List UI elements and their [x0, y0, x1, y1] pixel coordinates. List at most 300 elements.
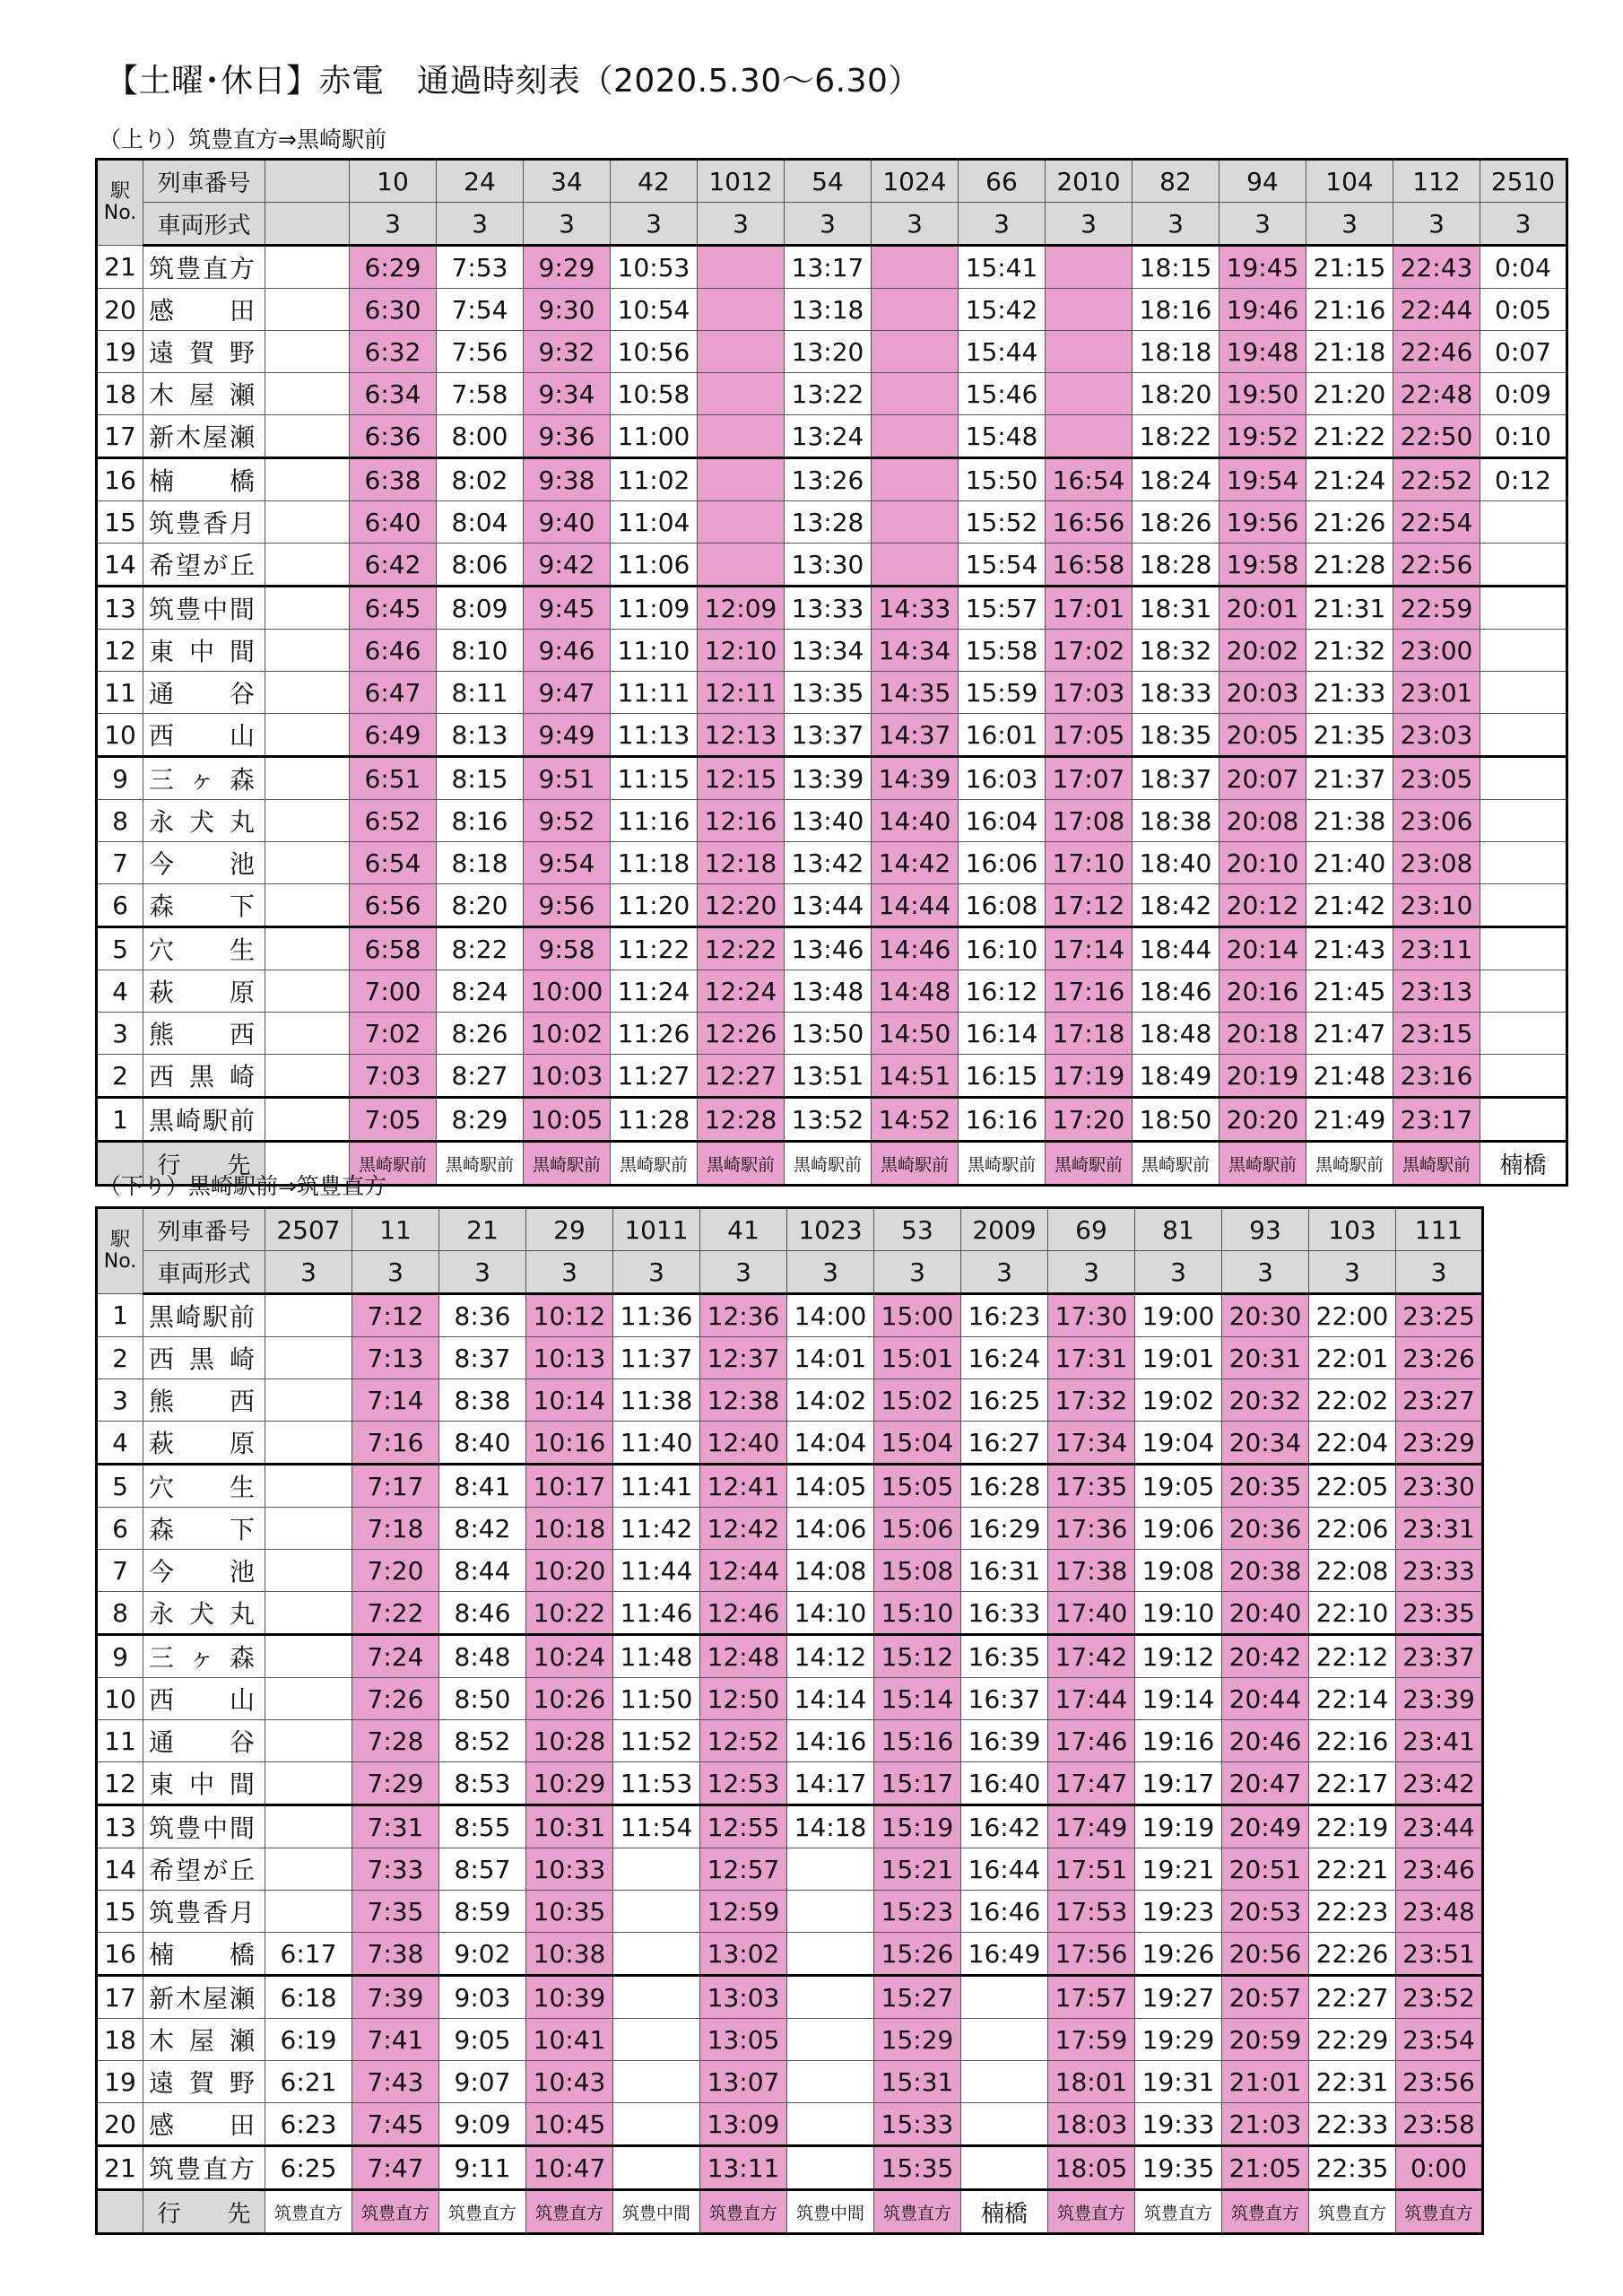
time-cell: 15:50 [959, 458, 1046, 501]
time-cell: 19:05 [1135, 1465, 1222, 1508]
time-cell [1480, 714, 1567, 757]
time-cell: 17:16 [1046, 970, 1133, 1013]
time-cell: 10:35 [526, 1891, 613, 1933]
station-no: 12 [97, 1762, 143, 1805]
time-cell [961, 2019, 1048, 2061]
time-cell: 19:01 [1135, 1337, 1222, 1379]
station-name [143, 1678, 265, 1720]
time-cell: 10:43 [526, 2061, 613, 2103]
time-cell [265, 501, 350, 544]
time-cell: 6:49 [350, 714, 437, 757]
time-cell: 12:27 [698, 1055, 785, 1098]
station-name [143, 672, 265, 714]
time-cell: 15:58 [959, 630, 1046, 672]
time-cell [1480, 587, 1567, 630]
station-name [143, 1055, 265, 1098]
time-cell: 18:38 [1133, 800, 1219, 842]
station-name [143, 970, 265, 1013]
time-cell: 8:38 [439, 1379, 526, 1422]
station-name-text: 西 黒 崎 [149, 1062, 255, 1091]
time-cell [265, 1465, 352, 1508]
time-cell: 10:26 [526, 1678, 613, 1720]
time-cell: 6:45 [350, 587, 437, 630]
time-cell: 20:10 [1219, 842, 1306, 884]
time-cell: 8:44 [439, 1550, 526, 1592]
time-cell: 17:05 [1046, 714, 1133, 757]
time-cell: 23:03 [1393, 714, 1480, 757]
station-no: 20 [97, 2103, 143, 2146]
time-cell: 9:05 [439, 2019, 526, 2061]
car-type: 3 [526, 1251, 613, 1294]
time-cell: 18:28 [1133, 544, 1219, 587]
time-cell: 14:18 [787, 1805, 874, 1848]
time-cell: 19:17 [1135, 1762, 1222, 1805]
time-cell: 12:59 [700, 1891, 787, 1933]
time-cell: 6:58 [350, 927, 437, 970]
station-no: 1 [97, 1294, 143, 1337]
station-row [97, 970, 1567, 1013]
time-cell: 20:08 [1219, 800, 1306, 842]
train-number: 1024 [872, 160, 959, 203]
timetable-down [95, 1206, 1484, 2235]
destination: 黒崎駅前 [1393, 1142, 1480, 1186]
time-cell: 9:47 [524, 672, 611, 714]
time-cell: 10:24 [526, 1635, 613, 1678]
time-cell: 23:05 [1393, 757, 1480, 800]
time-cell: 22:08 [1309, 1550, 1396, 1592]
header-row-car [97, 203, 1567, 246]
station-name [143, 2103, 265, 2146]
train-number: 1023 [787, 1208, 874, 1251]
time-cell: 17:31 [1048, 1337, 1135, 1379]
time-cell [265, 1337, 352, 1379]
time-cell: 9:38 [524, 458, 611, 501]
time-cell: 7:05 [350, 1098, 437, 1142]
time-cell: 21:37 [1306, 757, 1393, 800]
time-cell [1046, 331, 1133, 373]
time-cell: 16:03 [959, 757, 1046, 800]
time-cell: 22:43 [1393, 246, 1480, 289]
time-cell: 9:07 [439, 2061, 526, 2103]
time-cell: 11:42 [613, 1508, 700, 1550]
time-cell: 22:19 [1309, 1805, 1396, 1848]
time-cell: 20:46 [1222, 1720, 1309, 1762]
time-cell: 11:26 [611, 1013, 698, 1055]
time-cell: 13:11 [700, 2146, 787, 2190]
station-row [97, 587, 1567, 630]
station-name [143, 289, 265, 331]
station-row [97, 289, 1567, 331]
time-cell: 18:16 [1133, 289, 1219, 331]
time-cell: 23:56 [1396, 2061, 1483, 2103]
station-no: 20 [97, 289, 143, 331]
station-row [97, 800, 1567, 842]
time-cell: 22:04 [1309, 1422, 1396, 1465]
time-cell: 11:50 [613, 1678, 700, 1720]
car-type [265, 203, 350, 246]
station-row [97, 1465, 1483, 1508]
station-no: 11 [97, 1720, 143, 1762]
time-cell: 11:41 [613, 1465, 700, 1508]
station-no: 10 [97, 714, 143, 757]
station-name-text: 穴 生 [149, 1473, 255, 1502]
destination: 筑豊直方 [265, 2190, 352, 2234]
station-no: 7 [97, 1550, 143, 1592]
station-name-text: 森 下 [149, 891, 255, 921]
station-row [97, 714, 1567, 757]
time-cell: 17:18 [1046, 1013, 1133, 1055]
time-cell [613, 2146, 700, 2190]
time-cell: 7:45 [352, 2103, 439, 2146]
time-cell [1480, 630, 1567, 672]
car-type: 3 [785, 203, 872, 246]
time-cell: 6:52 [350, 800, 437, 842]
time-cell: 16:44 [961, 1848, 1048, 1891]
time-cell [265, 757, 350, 800]
station-name [143, 458, 265, 501]
time-cell: 11:48 [613, 1635, 700, 1678]
time-cell: 17:10 [1046, 842, 1133, 884]
time-cell: 8:27 [437, 1055, 524, 1098]
time-cell: 15:52 [959, 501, 1046, 544]
time-cell [265, 1294, 352, 1337]
time-cell: 17:14 [1046, 927, 1133, 970]
time-cell: 22:50 [1393, 415, 1480, 458]
station-row [97, 1508, 1483, 1550]
destination: 筑豊直方 [1396, 2190, 1483, 2234]
station-name-text: 東 中 間 [149, 1770, 255, 1799]
time-cell: 12:11 [698, 672, 785, 714]
station-row [97, 2061, 1483, 2103]
time-cell: 16:25 [961, 1379, 1048, 1422]
time-cell: 19:27 [1135, 1976, 1222, 2019]
train-number: 21 [439, 1208, 526, 1251]
time-cell [1480, 757, 1567, 800]
time-cell: 12:22 [698, 927, 785, 970]
station-name-text: 楠 橋 [149, 1940, 255, 1970]
car-type: 3 [1393, 203, 1480, 246]
train-number: 111 [1396, 1208, 1483, 1251]
time-cell: 16:08 [959, 884, 1046, 927]
station-name [143, 415, 265, 458]
train-number: 34 [524, 160, 611, 203]
time-cell: 16:28 [961, 1465, 1048, 1508]
station-name-text: 穴 生 [149, 935, 255, 965]
time-cell: 20:30 [1222, 1294, 1309, 1337]
time-cell: 23:42 [1396, 1762, 1483, 1805]
time-cell: 16:37 [961, 1678, 1048, 1720]
time-cell [1480, 800, 1567, 842]
time-cell [265, 587, 350, 630]
time-cell: 16:06 [959, 842, 1046, 884]
station-no: 3 [97, 1013, 143, 1055]
time-cell: 22:16 [1309, 1720, 1396, 1762]
time-cell [872, 289, 959, 331]
station-no: 7 [97, 842, 143, 884]
time-cell: 20:31 [1222, 1337, 1309, 1379]
station-name [143, 1550, 265, 1592]
time-cell [698, 331, 785, 373]
car-type: 3 [1048, 1251, 1135, 1294]
station-no: 19 [97, 331, 143, 373]
time-cell [265, 1055, 350, 1098]
station-name-text: 森 下 [149, 1515, 255, 1544]
station-row [97, 331, 1567, 373]
station-name [143, 1422, 265, 1465]
time-cell: 17:07 [1046, 757, 1133, 800]
time-cell [1046, 373, 1133, 415]
time-cell: 11:46 [613, 1592, 700, 1635]
car-type: 3 [1046, 203, 1133, 246]
time-cell: 18:24 [1133, 458, 1219, 501]
time-cell: 19:10 [1135, 1592, 1222, 1635]
time-cell: 8:02 [437, 458, 524, 501]
time-cell: 19:56 [1219, 501, 1306, 544]
time-cell: 18:20 [1133, 373, 1219, 415]
time-cell: 19:45 [1219, 246, 1306, 289]
time-cell: 14:39 [872, 757, 959, 800]
station-name-text: 筑 豊 香 月 [149, 1898, 255, 1927]
time-cell: 13:17 [785, 246, 872, 289]
station-name-text: 熊 西 [149, 1387, 255, 1416]
time-cell: 8:52 [439, 1720, 526, 1762]
time-cell: 14:02 [787, 1379, 874, 1422]
time-cell: 0:09 [1480, 373, 1567, 415]
time-cell: 16:12 [959, 970, 1046, 1013]
station-no: 21 [97, 246, 143, 289]
time-cell: 13:39 [785, 757, 872, 800]
time-cell: 12:18 [698, 842, 785, 884]
time-cell: 12:37 [700, 1337, 787, 1379]
time-cell: 10:28 [526, 1720, 613, 1762]
station-name [143, 842, 265, 884]
time-cell: 18:15 [1133, 246, 1219, 289]
time-cell: 20:12 [1219, 884, 1306, 927]
time-cell [1480, 884, 1567, 927]
time-cell: 22:10 [1309, 1592, 1396, 1635]
time-cell: 22:14 [1309, 1678, 1396, 1720]
time-cell: 10:56 [611, 331, 698, 373]
time-cell: 20:01 [1219, 587, 1306, 630]
time-cell: 15:05 [874, 1465, 961, 1508]
station-no: 8 [97, 1592, 143, 1635]
time-cell: 10:53 [611, 246, 698, 289]
time-cell: 22:52 [1393, 458, 1480, 501]
train-number: 41 [700, 1208, 787, 1251]
time-cell: 15:00 [874, 1294, 961, 1337]
time-cell: 23:44 [1396, 1805, 1483, 1848]
time-cell [613, 2061, 700, 2103]
time-cell: 10:31 [526, 1805, 613, 1848]
time-cell: 23:27 [1396, 1379, 1483, 1422]
time-cell: 11:04 [611, 501, 698, 544]
time-cell: 7:03 [350, 1055, 437, 1098]
page-title: 【土曜･休日】赤電 通過時刻表（2020.5.30～6.30） [106, 63, 921, 100]
time-cell: 23:33 [1396, 1550, 1483, 1592]
time-cell: 12:50 [700, 1678, 787, 1720]
time-cell: 17:01 [1046, 587, 1133, 630]
time-cell: 13:50 [785, 1013, 872, 1055]
time-cell: 6:47 [350, 672, 437, 714]
time-cell: 16:35 [961, 1635, 1048, 1678]
station-row [97, 757, 1567, 800]
time-cell: 15:12 [874, 1635, 961, 1678]
time-cell [265, 1848, 352, 1891]
time-cell: 18:31 [1133, 587, 1219, 630]
time-cell: 16:42 [961, 1805, 1048, 1848]
time-cell: 15:35 [874, 2146, 961, 2190]
time-cell: 7:28 [352, 1720, 439, 1762]
time-cell: 16:15 [959, 1055, 1046, 1098]
time-cell: 11:13 [611, 714, 698, 757]
time-cell: 17:20 [1046, 1098, 1133, 1142]
time-cell: 23:31 [1396, 1508, 1483, 1550]
time-cell: 17:59 [1048, 2019, 1135, 2061]
time-cell: 17:32 [1048, 1379, 1135, 1422]
time-cell: 15:42 [959, 289, 1046, 331]
time-cell: 9:42 [524, 544, 611, 587]
station-row [97, 2146, 1483, 2190]
time-cell: 20:20 [1219, 1098, 1306, 1142]
destination: 筑豊直方 [1222, 2190, 1309, 2234]
time-cell: 20:35 [1222, 1465, 1309, 1508]
station-name-text: 今 池 [149, 1557, 255, 1587]
time-cell: 11:24 [611, 970, 698, 1013]
station-no-header: 駅 No. [97, 1208, 143, 1294]
station-name [143, 2146, 265, 2190]
time-cell: 22:23 [1309, 1891, 1396, 1933]
time-cell: 6:54 [350, 842, 437, 884]
time-cell: 18:40 [1133, 842, 1219, 884]
time-cell: 7:58 [437, 373, 524, 415]
time-cell: 7:02 [350, 1013, 437, 1055]
time-cell [698, 501, 785, 544]
time-cell [698, 544, 785, 587]
time-cell: 13:28 [785, 501, 872, 544]
time-cell: 17:47 [1048, 1762, 1135, 1805]
time-cell: 20:53 [1222, 1891, 1309, 1933]
station-row [97, 544, 1567, 587]
time-cell [872, 544, 959, 587]
time-cell: 13:37 [785, 714, 872, 757]
time-cell: 14:37 [872, 714, 959, 757]
car-type: 3 [872, 203, 959, 246]
time-cell: 21:03 [1222, 2103, 1309, 2146]
station-name [143, 1508, 265, 1550]
time-cell: 17:40 [1048, 1592, 1135, 1635]
time-cell: 20:38 [1222, 1550, 1309, 1592]
time-cell: 7:39 [352, 1976, 439, 2019]
station-name-text: 西 黒 崎 [149, 1344, 255, 1374]
time-cell: 21:16 [1306, 289, 1393, 331]
station-row [97, 1592, 1483, 1635]
time-cell: 11:22 [611, 927, 698, 970]
car-type: 3 [961, 1251, 1048, 1294]
time-cell: 23:51 [1396, 1933, 1483, 1976]
time-cell: 13:22 [785, 373, 872, 415]
time-cell: 17:49 [1048, 1805, 1135, 1848]
car-type: 3 [611, 203, 698, 246]
station-row [97, 373, 1567, 415]
station-name-text: 萩 原 [149, 978, 255, 1007]
destination: 黒崎駅前 [1046, 1142, 1133, 1186]
time-cell [265, 373, 350, 415]
train-number: 1012 [698, 160, 785, 203]
train-number: 2510 [1480, 160, 1567, 203]
time-cell: 11:28 [611, 1098, 698, 1142]
destination-row [97, 2190, 1483, 2234]
time-cell: 0:12 [1480, 458, 1567, 501]
time-cell [698, 246, 785, 289]
time-cell: 0:04 [1480, 246, 1567, 289]
time-cell: 20:02 [1219, 630, 1306, 672]
time-cell: 19:29 [1135, 2019, 1222, 2061]
station-name [143, 800, 265, 842]
time-cell: 17:38 [1048, 1550, 1135, 1592]
time-cell [1480, 501, 1567, 544]
time-cell: 20:03 [1219, 672, 1306, 714]
time-cell: 15:46 [959, 373, 1046, 415]
station-name-text: 遠 賀 野 [149, 338, 255, 368]
station-name [143, 714, 265, 757]
time-cell: 22:01 [1309, 1337, 1396, 1379]
time-cell: 13:44 [785, 884, 872, 927]
station-name [143, 1635, 265, 1678]
time-cell: 6:32 [350, 331, 437, 373]
timetable-up [95, 158, 1568, 1187]
time-cell: 17:57 [1048, 1976, 1135, 2019]
time-cell [698, 289, 785, 331]
time-cell: 22:06 [1309, 1508, 1396, 1550]
time-cell: 13:48 [785, 970, 872, 1013]
train-number: 2010 [1046, 160, 1133, 203]
train-number: 103 [1309, 1208, 1396, 1251]
time-cell: 23:30 [1396, 1465, 1483, 1508]
car-type: 3 [1396, 1251, 1483, 1294]
time-cell: 0:00 [1396, 2146, 1483, 2190]
time-cell [265, 672, 350, 714]
train-number: 2507 [265, 1208, 352, 1251]
time-cell: 17:08 [1046, 800, 1133, 842]
train-number: 29 [526, 1208, 613, 1251]
time-cell: 7:12 [352, 1294, 439, 1337]
time-cell: 15:14 [874, 1678, 961, 1720]
time-cell: 11:36 [613, 1294, 700, 1337]
time-cell: 19:54 [1219, 458, 1306, 501]
time-cell [265, 970, 350, 1013]
time-cell: 23:06 [1393, 800, 1480, 842]
time-cell: 9:11 [439, 2146, 526, 2190]
time-cell: 13:34 [785, 630, 872, 672]
time-cell: 11:44 [613, 1550, 700, 1592]
time-cell: 19:23 [1135, 1891, 1222, 1933]
time-cell: 19:06 [1135, 1508, 1222, 1550]
train-number: 53 [874, 1208, 961, 1251]
time-cell: 22:21 [1309, 1848, 1396, 1891]
station-name-text: 新 木 屋 瀬 [149, 422, 255, 452]
destination: 黒崎駅前 [785, 1142, 872, 1186]
car-type: 3 [1309, 1251, 1396, 1294]
time-cell: 13:26 [785, 458, 872, 501]
time-cell: 20:14 [1219, 927, 1306, 970]
time-cell: 7:35 [352, 1891, 439, 1933]
time-cell: 22:12 [1309, 1635, 1396, 1678]
time-cell: 14:14 [787, 1678, 874, 1720]
car-type: 3 [265, 1251, 352, 1294]
time-cell: 14:46 [872, 927, 959, 970]
time-cell: 9:40 [524, 501, 611, 544]
time-cell [1480, 672, 1567, 714]
